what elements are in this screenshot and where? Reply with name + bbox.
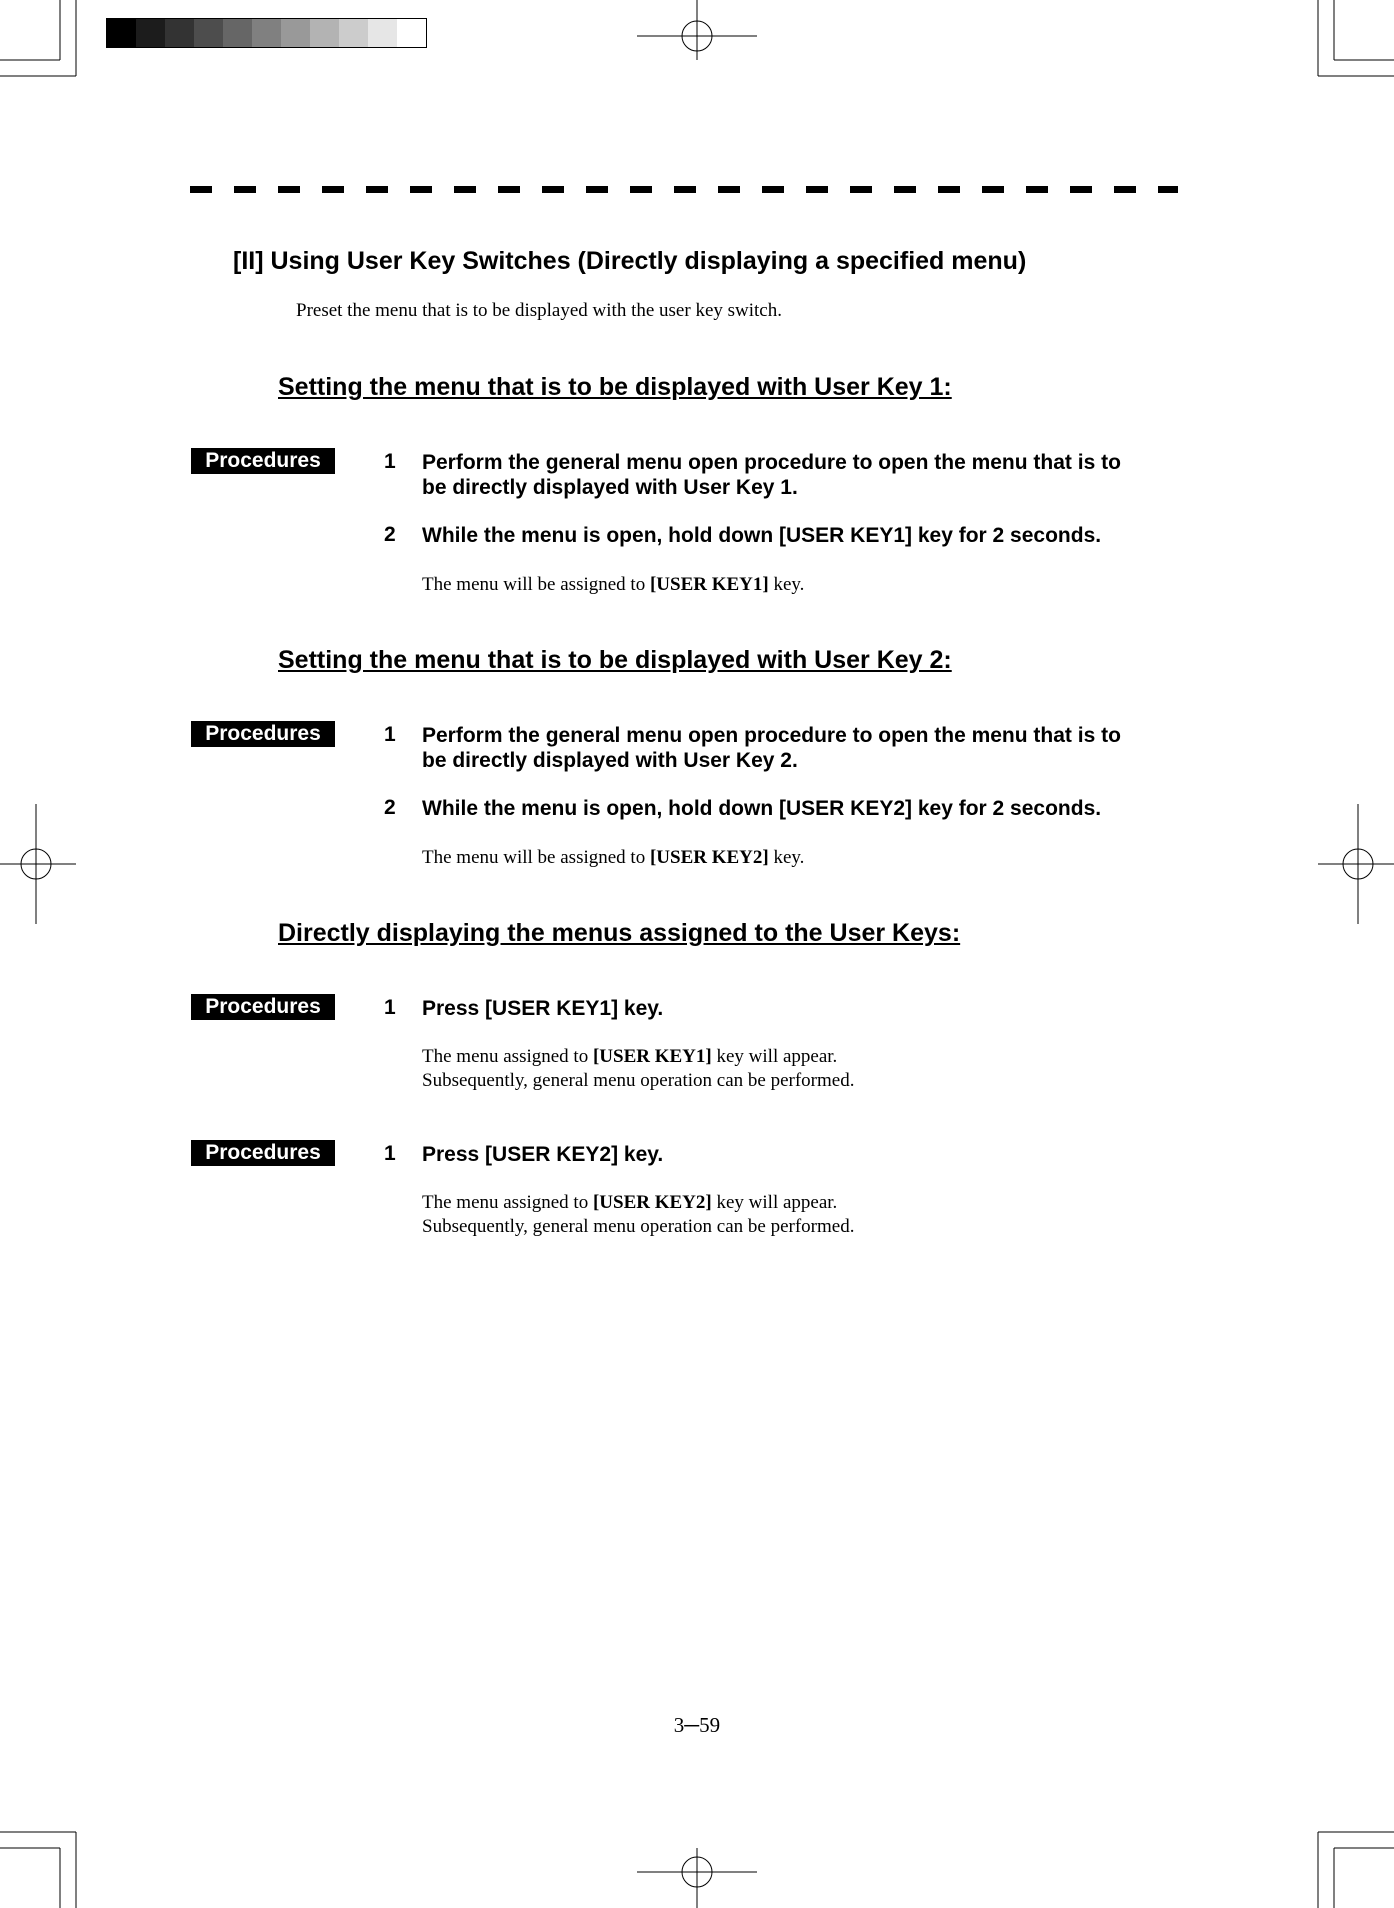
calibration-swatch bbox=[397, 19, 426, 47]
note-line bbox=[422, 1045, 854, 1069]
key-label: [USER KEY2] bbox=[649, 847, 769, 868]
procedures-badge: Procedures bbox=[191, 721, 335, 747]
section-heading-user-key-1: Setting the menu that is to be displayed with User Key 1: bbox=[278, 373, 952, 401]
key-label: [USER KEY2] bbox=[592, 1192, 712, 1213]
page-number: 3─59 bbox=[673, 1713, 721, 1737]
step-note bbox=[422, 1045, 854, 1093]
step-number: 2 bbox=[384, 796, 396, 819]
section-heading-user-key-2: Setting the menu that is to be displayed with User Key 2: bbox=[278, 646, 952, 674]
note-text: The menu will be assigned to bbox=[422, 847, 650, 868]
step-number: 1 bbox=[384, 723, 396, 746]
intro-text: Preset the menu that is to be displayed with the user key switch. bbox=[296, 300, 782, 321]
step-text: Press [USER KEY2] key. bbox=[422, 1143, 664, 1166]
step-line: Perform the general menu open procedure to open the menu that is to bbox=[422, 724, 1121, 747]
step-note bbox=[422, 1191, 854, 1239]
step-number: 1 bbox=[384, 996, 396, 1019]
calibration-swatch bbox=[368, 19, 397, 47]
calibration-swatch bbox=[339, 19, 368, 47]
note-text: key will appear. bbox=[711, 1192, 838, 1213]
note-line: Subsequently, general menu operation can be performed. bbox=[422, 1216, 855, 1237]
dashed-separator bbox=[190, 186, 1178, 193]
key-label: [USER KEY1] bbox=[649, 574, 769, 595]
note-text: The menu assigned to bbox=[422, 1192, 593, 1213]
step-line: be directly displayed with User Key 1. bbox=[422, 476, 798, 499]
step-text bbox=[422, 450, 1121, 500]
calibration-swatch bbox=[252, 19, 281, 47]
key-label: [USER KEY1] bbox=[592, 1046, 712, 1067]
gray-calibration-strip bbox=[106, 18, 427, 48]
calibration-swatch bbox=[136, 19, 165, 47]
note-text: key. bbox=[768, 847, 805, 868]
calibration-swatch bbox=[194, 19, 223, 47]
calibration-swatch bbox=[165, 19, 194, 47]
step-line: Perform the general menu open procedure to open the menu that is to bbox=[422, 451, 1121, 474]
step-text: While the menu is open, hold down [USER KEY2] key for 2 seconds. bbox=[422, 797, 1102, 820]
step-note bbox=[422, 846, 804, 870]
note-line: Subsequently, general menu operation can be performed. bbox=[422, 1070, 855, 1091]
calibration-swatch bbox=[107, 19, 136, 47]
step-note bbox=[422, 573, 804, 597]
step-number: 2 bbox=[384, 523, 396, 546]
note-text: The menu assigned to bbox=[422, 1046, 593, 1067]
calibration-swatch bbox=[310, 19, 339, 47]
section-heading-direct-display: Directly displaying the menus assigned to the User Keys: bbox=[278, 919, 961, 947]
step-text bbox=[422, 723, 1121, 773]
note-line bbox=[422, 1191, 854, 1215]
step-number: 1 bbox=[384, 1142, 396, 1165]
note-text: key. bbox=[768, 574, 805, 595]
note-text: The menu will be assigned to bbox=[422, 574, 650, 595]
step-line: be directly displayed with User Key 2. bbox=[422, 749, 798, 772]
calibration-swatch bbox=[223, 19, 252, 47]
procedures-badge: Procedures bbox=[191, 1140, 335, 1166]
step-text: Press [USER KEY1] key. bbox=[422, 997, 664, 1020]
page-title: [II] Using User Key Switches (Directly displaying a specified menu) bbox=[233, 247, 1027, 275]
procedures-badge: Procedures bbox=[191, 994, 335, 1020]
procedures-badge: Procedures bbox=[191, 448, 335, 474]
calibration-swatch bbox=[281, 19, 310, 47]
step-number: 1 bbox=[384, 450, 396, 473]
note-text: key will appear. bbox=[711, 1046, 838, 1067]
step-text: While the menu is open, hold down [USER KEY1] key for 2 seconds. bbox=[422, 524, 1102, 547]
